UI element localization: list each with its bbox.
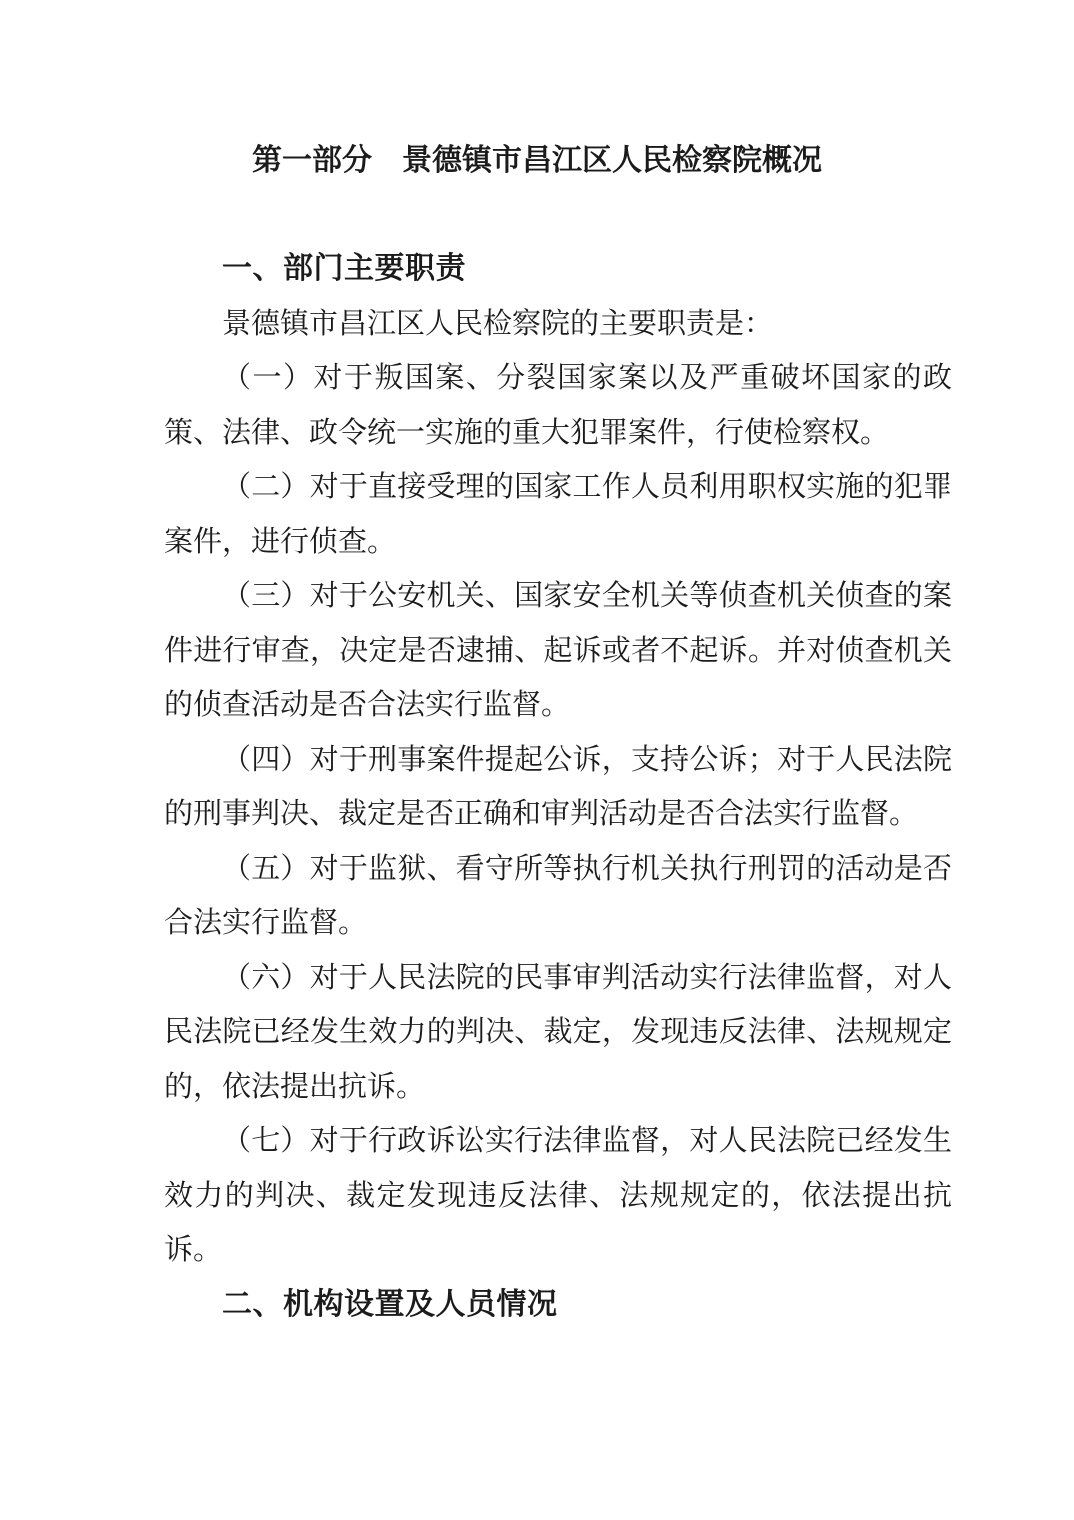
paragraph-duty-1: （一）对于叛国案、分裂国家案以及严重破坏国家的政策、法律、政令统一实施的重大犯罪案件，行使检察权。: [164, 362, 952, 449]
paragraph-duty-2: （二）对于直接受理的国家工作人员利用职权实施的犯罪案件，进行侦查。: [164, 471, 952, 558]
paragraph-duty-7: （七）对于行政诉讼实行法律监督，对人民法院已经发生效力的判决、裁定发现违反法律、法规规定的，依法提出抗诉。: [164, 1125, 952, 1266]
paragraph-duty-4: （四）对于刑事案件提起公诉，支持公诉；对于人民法院的刑事判决、裁定是否正确和审判活动是否合法实行监督。: [164, 743, 952, 830]
section-heading-main-duties: 一、部门主要职责: [222, 252, 466, 285]
paragraph-intro: 景德镇市昌江区人民检察院的主要职责是：: [222, 307, 774, 340]
paragraph-duty-3: （三）对于公安机关、国家安全机关等侦查机关侦查的案件进行审查，决定是否逮捕、起诉或者不起诉。并对侦查机关的侦查活动是否合法实行监督。: [164, 580, 952, 721]
paragraph-duty-5: （五）对于监狱、看守所等执行机关执行刑罚的活动是否合法实行监督。: [164, 852, 952, 939]
document-title: 第一部分 景德镇市昌江区人民检察院概况: [252, 144, 822, 177]
document-body: [164, 242, 952, 1332]
paragraph-duty-6: （六）对于人民法院的民事审判活动实行法律监督，对人民法院已经发生效力的判决、裁定，发现违反法律、法规规定的，依法提出抗诉。: [164, 961, 952, 1103]
section-heading-organization-personnel: 二、机构设置及人员情况: [222, 1287, 558, 1321]
